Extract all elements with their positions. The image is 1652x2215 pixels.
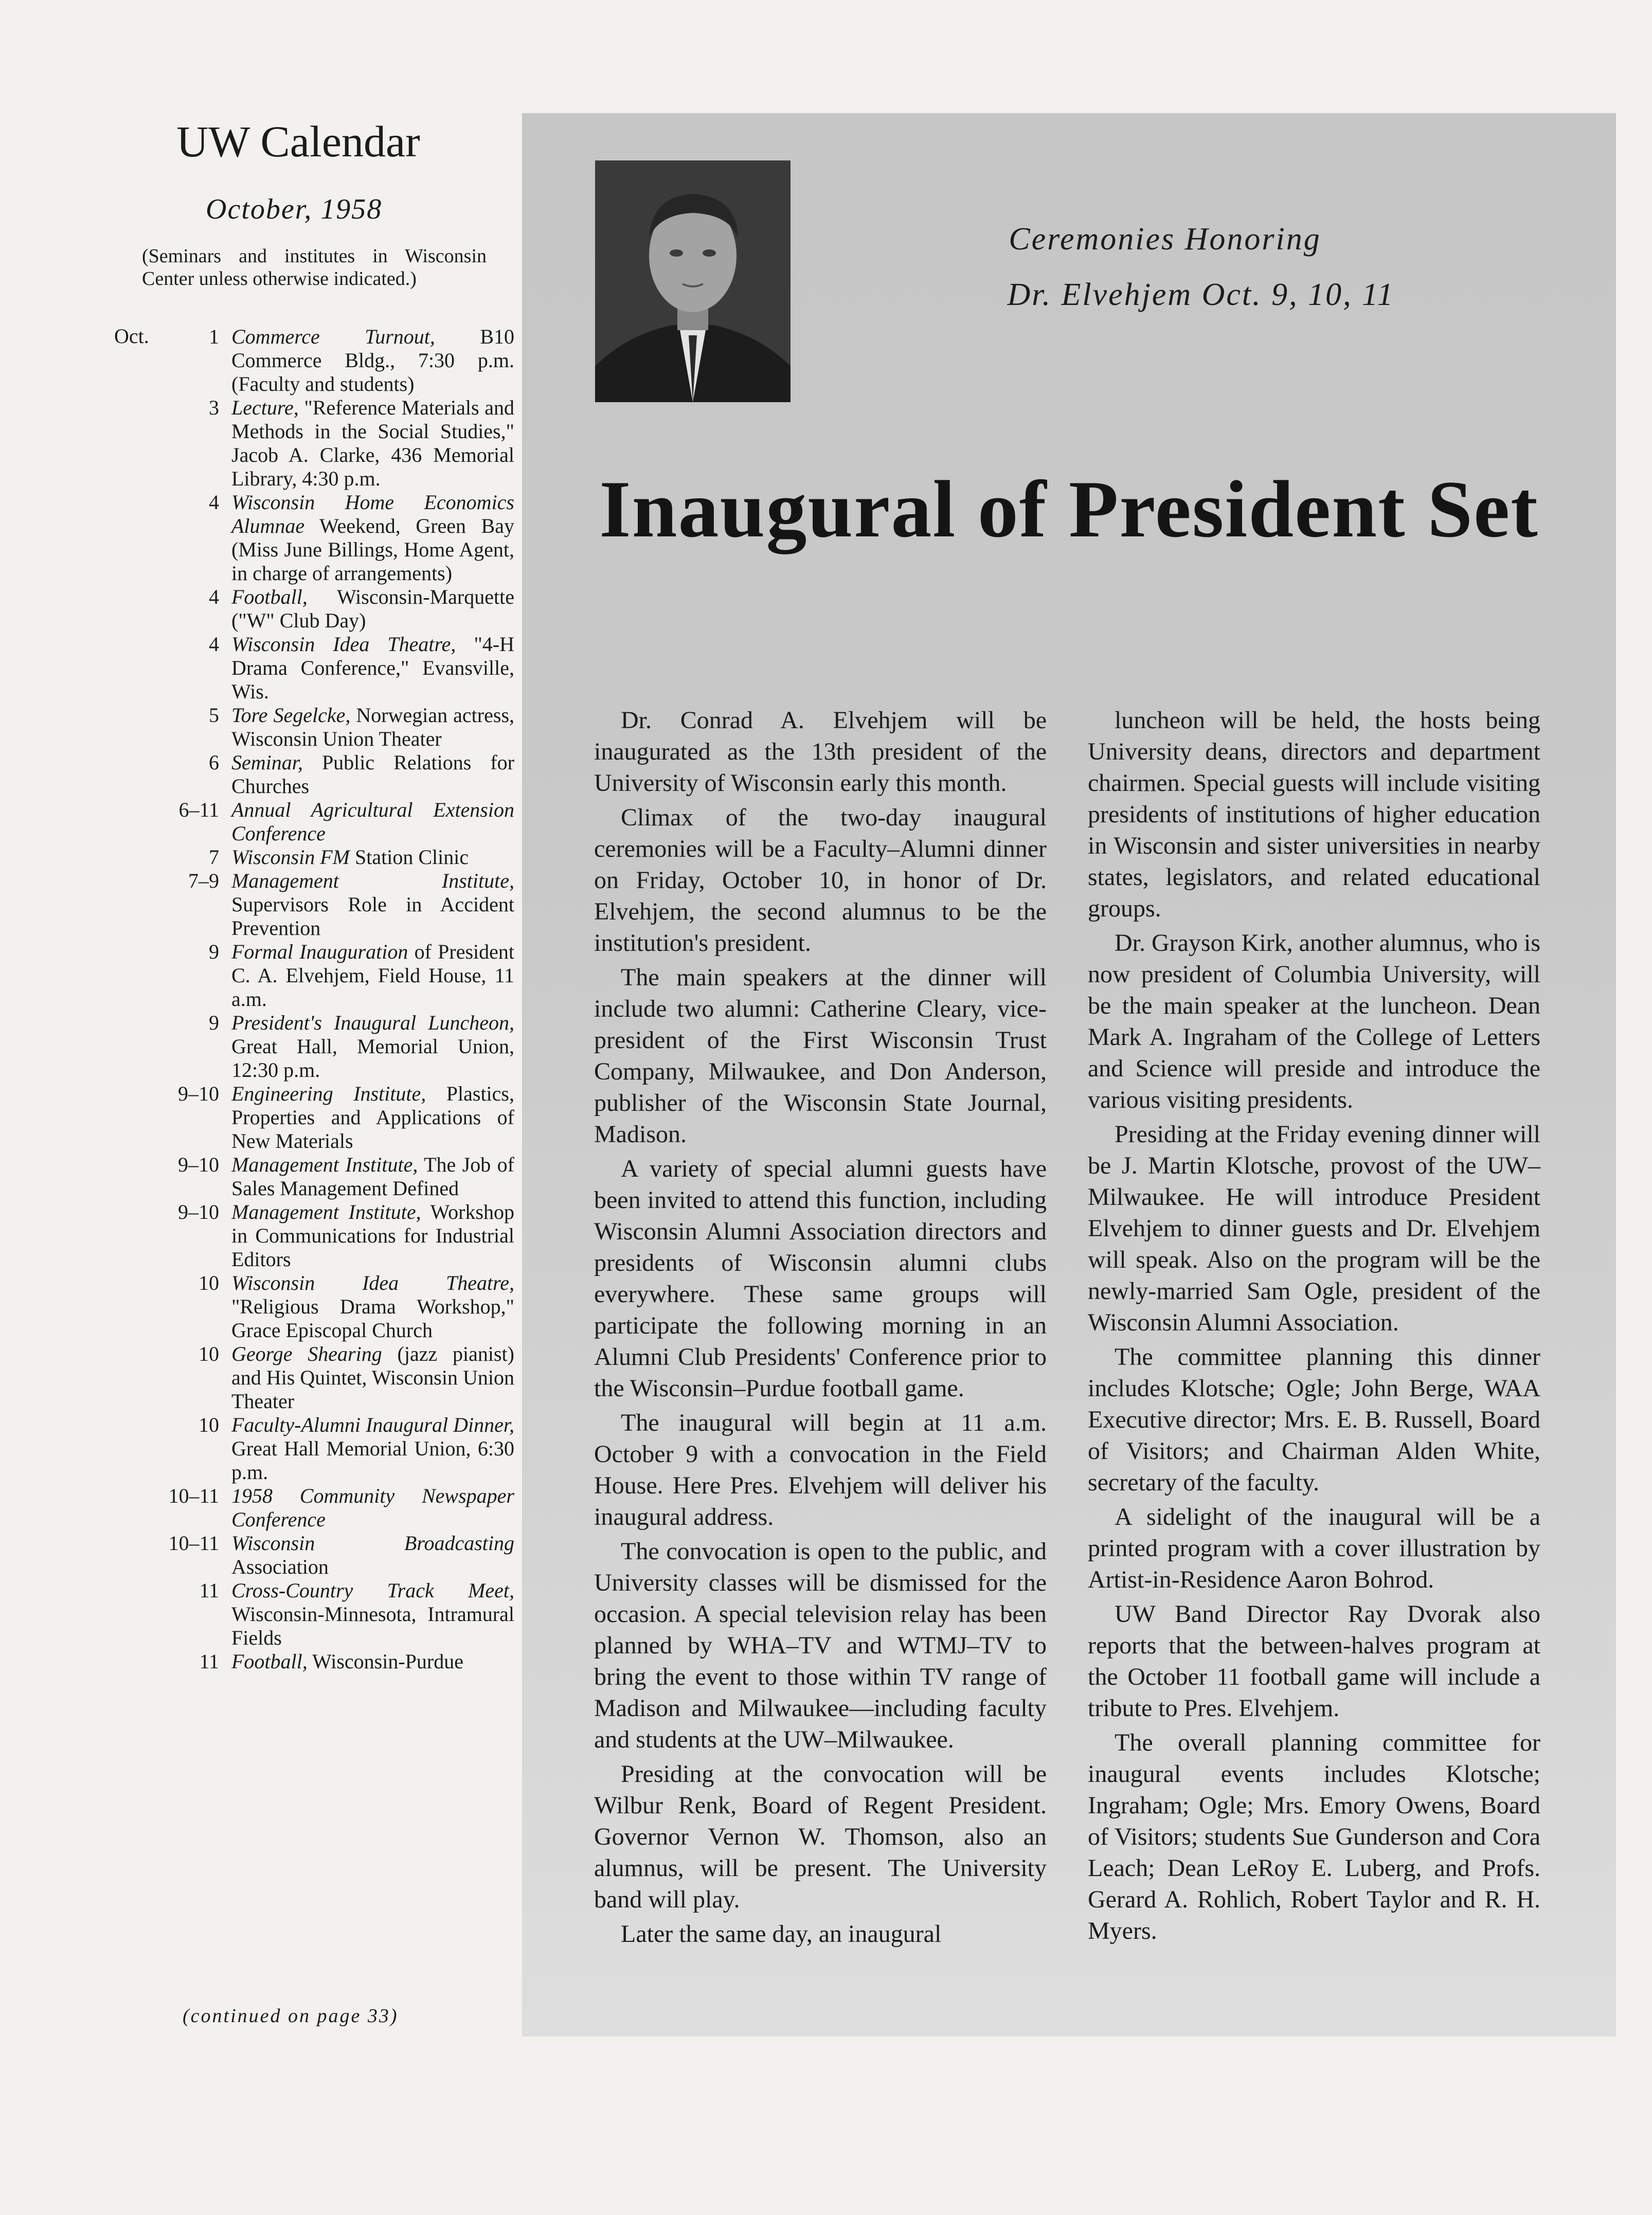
calendar-event-name: George Shearing	[231, 1342, 382, 1365]
calendar-entry-description	[231, 491, 514, 585]
calendar-entry	[154, 1650, 514, 1673]
calendar-entry-description	[231, 1200, 514, 1271]
calendar-entry	[154, 1011, 514, 1082]
calendar-event-details: Norwegian actress, Wisconsin Union Theater	[231, 704, 515, 750]
article-column-right	[1088, 705, 1540, 1950]
calendar-entry-description	[231, 1579, 514, 1650]
calendar-entry	[154, 1200, 514, 1271]
calendar-entry-description	[231, 704, 514, 751]
article-paragraph: UW Band Director Ray Dvorak also reports that the between-halves program at the October 11 football game will include a tribute to Pres. Elvehjem.	[1088, 1600, 1540, 1722]
calendar-entry	[154, 798, 514, 845]
calendar-event-name: Management Institute,	[231, 1153, 418, 1176]
ceremony-subhead-line1: Ceremonies Honoring	[1009, 222, 1321, 257]
calendar-event-name: Management Institute,	[231, 1200, 421, 1223]
article-paragraph: Later the same day, an inaugural	[621, 1920, 942, 1948]
calendar-entry-date: 11	[199, 1650, 219, 1673]
ceremony-subhead-line2: Dr. Elvehjem Oct. 9, 10, 11	[1007, 277, 1395, 312]
calendar-entry-date: 11	[199, 1579, 219, 1602]
article-paragraph: luncheon will be held, the hosts being University deans, directors and department chairmen. Special guests will include visiting presidents of institutions of higher education in Wisconsin and sister universities in nearby states, legislators, and related educational groups.	[1088, 707, 1540, 922]
article-paragraph: The inaugural will begin at 11 a.m. October 9 with a convocation in the Field House. Here Pres. Elvehjem will deliver his inaugural address.	[594, 1409, 1047, 1530]
calendar-event-name: Football,	[231, 585, 308, 608]
calendar-entry	[154, 1413, 514, 1484]
calendar-entry-description	[231, 1153, 514, 1200]
calendar-entry-description	[231, 325, 514, 396]
calendar-entry	[154, 869, 514, 940]
calendar-entry-date: 6	[209, 751, 219, 774]
calendar-event-name: Management Institute,	[231, 869, 514, 892]
calendar-event-name: Tore Segelcke,	[231, 704, 351, 727]
calendar-entry	[154, 585, 514, 633]
calendar-entry-date: 10	[199, 1413, 219, 1436]
calendar-event-details: B10 Commerce Bldg., 7:30 p.m. (Faculty and students)	[231, 325, 514, 395]
calendar-entry-date: 4	[209, 585, 219, 608]
calendar-entry-date: 10–11	[168, 1532, 219, 1555]
calendar-entry	[154, 1153, 514, 1200]
calendar-event-name: President's Inaugural Luncheon,	[231, 1011, 514, 1034]
calendar-event-details: Plastics, Properties and Applications of New Materials	[231, 1082, 514, 1152]
calendar-entry-date: 4	[209, 491, 219, 514]
calendar-continued-note: (continued on page 33)	[183, 2005, 399, 2027]
calendar-event-details: Station Clinic	[349, 845, 469, 869]
calendar-entry	[154, 1532, 514, 1579]
calendar-entry-date: 7	[209, 845, 219, 869]
calendar-entry	[154, 1271, 514, 1342]
calendar-entry	[154, 1082, 514, 1153]
calendar-entry-description	[231, 1413, 514, 1484]
calendar-entry-date: 10–11	[168, 1484, 219, 1507]
calendar-event-name: Annual Agricultural Extension Conference	[231, 798, 514, 845]
calendar-entry	[154, 940, 514, 1011]
calendar-event-name: Commerce Turnout,	[231, 325, 435, 348]
calendar-entry	[154, 633, 514, 704]
calendar-entry-description	[231, 633, 514, 704]
portrait-illustration	[595, 160, 791, 402]
article-paragraph: The committee planning this dinner includes Klotsche; Ogle; John Berge, WAA Executive director; Mrs. E. B. Russell, Board of Visitors; and Chairman Alden White, secretary of the faculty.	[1088, 1343, 1540, 1496]
calendar-entry-date: 9–10	[178, 1082, 219, 1105]
calendar-event-name: Wisconsin Home Economics Alumnae	[231, 491, 514, 537]
calendar-event-details: Weekend, Green Bay (Miss June Billings, Home Agent, in charge of arrangements)	[231, 514, 514, 585]
calendar-event-name: Wisconsin Idea Theatre,	[231, 1271, 514, 1294]
calendar-entry-date: 6–11	[178, 798, 219, 821]
calendar-event-details: of President C. A. Elvehjem, Field House, 11 a.m.	[231, 940, 514, 1011]
article-paragraph: Dr. Conrad A. Elvehjem will be inaugurated as the 13th president of the University of Wisconsin early this month.	[594, 707, 1047, 797]
calendar-event-details: The Job of Sales Management Defined	[231, 1153, 514, 1200]
calendar-entry-description	[231, 1271, 514, 1342]
calendar-event-details: Public Relations for Churches	[231, 751, 514, 798]
calendar-entry-description	[231, 869, 514, 940]
calendar-event-name: Lecture,	[231, 396, 299, 419]
calendar-entry-date: 7–9	[188, 869, 219, 892]
calendar-event-details: Workshop in Communications for Industrial Editors	[231, 1200, 515, 1271]
article-paragraph: Climax of the two-day inaugural ceremonies will be a Faculty–Alumni dinner on Friday, October 10, in honor of Dr. Elvehjem, the second alumnus to be the institution's president.	[594, 804, 1047, 957]
calendar-entry	[154, 845, 514, 869]
calendar-entry-description	[231, 751, 514, 798]
calendar-entry-date: 1	[209, 325, 219, 348]
calendar-entry-date: 9–10	[178, 1200, 219, 1223]
calendar-entry	[154, 491, 514, 585]
calendar-event-name: 1958 Community Newspaper Conference	[231, 1484, 514, 1531]
calendar-title: UW Calendar	[176, 117, 420, 166]
calendar-event-details: Great Hall, Memorial Union, 12:30 p.m.	[231, 1035, 514, 1082]
calendar-entry-list	[154, 325, 514, 1673]
calendar-entry-description	[231, 798, 514, 845]
calendar-entry	[154, 751, 514, 798]
calendar-entry	[154, 396, 514, 491]
portrait-photo	[595, 160, 791, 402]
calendar-entry-description	[231, 396, 514, 491]
article-paragraph: The convocation is open to the public, and University classes will be dismissed for the occasion. A special television relay has been planned by WHA–TV and WTMJ–TV to bring the event to those within TV range of Madison and Milwaukee—including faculty and students at the UW–Milwaukee.	[594, 1538, 1047, 1753]
calendar-event-details: Association	[231, 1555, 329, 1578]
calendar-entry-description	[231, 940, 514, 1011]
calendar-event-name: Wisconsin Idea Theatre,	[231, 633, 456, 656]
calendar-entry-date: 5	[209, 704, 219, 727]
calendar-event-name: Engineering Institute,	[231, 1082, 426, 1105]
headline: Inaugural of President Set	[599, 464, 1539, 554]
calendar-event-details: "Reference Materials and Methods in the Social Studies," Jacob A. Clarke, 436 Memorial Library, 4:30 p.m.	[231, 396, 514, 490]
calendar-month: October, 1958	[206, 193, 383, 225]
calendar-entry	[154, 1579, 514, 1650]
article-paragraph: A variety of special alumni guests have been invited to attend this function, including Wisconsin Alumni Association directors and presidents of Wisconsin alumni clubs everywhere. These same groups will participate the following morning in an Alumni Club Presidents' Conference prior to the Wisconsin–Purdue football game.	[594, 1155, 1047, 1402]
calendar-event-details: Wisconsin-Purdue	[307, 1650, 463, 1673]
calendar-event-details: Supervisors Role in Accident Prevention	[231, 893, 514, 940]
calendar-entry-description	[231, 1650, 514, 1673]
calendar-entry-date: 9	[209, 1011, 219, 1034]
article-column-left	[594, 705, 1047, 1953]
article-paragraph: A sidelight of the inaugural will be a printed program with a cover illustration by Artist-in-Residence Aaron Bohrod.	[1088, 1503, 1540, 1593]
calendar-entry-description	[231, 585, 514, 633]
calendar-entry-date: 3	[209, 396, 219, 419]
calendar-entry	[154, 1484, 514, 1532]
calendar-event-details: Wisconsin-Marquette ("W" Club Day)	[231, 585, 514, 632]
calendar-entry-date: 4	[209, 633, 219, 656]
feature-panel	[522, 113, 1616, 2037]
calendar-month-label: Oct.	[114, 325, 149, 348]
calendar-event-name: Wisconsin Broadcasting	[231, 1532, 514, 1555]
calendar-entry-description	[231, 1532, 514, 1579]
calendar-entry	[154, 1342, 514, 1413]
calendar-entry	[154, 704, 514, 751]
article-paragraph: The main speakers at the dinner will include two alumni: Catherine Cleary, vice-president of the First Wisconsin Trust Company, Milwaukee, and Don Anderson, publisher of the Wisconsin State Journal, Madison.	[594, 964, 1047, 1148]
article-paragraph: Dr. Grayson Kirk, another alumnus, who is now president of Columbia University, will be the main speaker at the luncheon. Dean Mark A. Ingraham of the College of Letters and Science will preside and introduce the various visiting presidents.	[1088, 929, 1540, 1113]
calendar-entry-date: 9	[209, 940, 219, 963]
calendar-entry-description	[231, 1082, 514, 1153]
calendar-event-details: "Religious Drama Workshop," Grace Episcopal Church	[231, 1295, 514, 1342]
article-paragraph: Presiding at the Friday evening dinner will be J. Martin Klotsche, provost of the UW–Milwaukee. He will introduce President Elvehjem to dinner guests and Dr. Elvehjem will speak. Also on the program will be the newly-married Sam Ogle, president of the Wisconsin Alumni Association.	[1088, 1121, 1540, 1336]
calendar-note: (Seminars and institutes in Wisconsin Center unless otherwise indicated.)	[142, 245, 487, 290]
calendar-event-name: Cross-Country Track Meet,	[231, 1579, 514, 1602]
calendar-event-name: Football,	[231, 1650, 308, 1673]
calendar-event-details: "4-H Drama Conference," Evansville, Wis.	[231, 633, 514, 703]
calendar-entry-description	[231, 1484, 514, 1532]
calendar-entry-description	[231, 1342, 514, 1413]
article-paragraph: The overall planning committee for inaugural events includes Klotsche; Ingraham; Ogle; Mrs. Emory Owens, Board of Visitors; students Sue Gunderson and Cora Leach; Dean LeRoy E. Luberg, and Profs. Gerard A. Rohlich, Robert Taylor and R. H. Myers.	[1088, 1729, 1540, 1944]
calendar-event-name: Wisconsin FM	[231, 845, 350, 869]
calendar-entry-date: 10	[199, 1271, 219, 1294]
calendar-entry	[154, 325, 514, 396]
calendar-event-name: Formal Inauguration	[231, 940, 408, 963]
article-paragraph: Presiding at the convocation will be Wilbur Renk, Board of Regent President. Governor Vernon W. Thomson, also an alumnus, will be present. The University band will play.	[594, 1760, 1047, 1913]
calendar-entry-date: 9–10	[178, 1153, 219, 1176]
calendar-event-details: (jazz pianist) and His Quintet, Wisconsin Union Theater	[231, 1342, 514, 1413]
calendar-event-details: Wisconsin-Minnesota, Intramural Fields	[231, 1602, 514, 1649]
calendar-event-name: Seminar,	[231, 751, 303, 774]
calendar-entry-description	[231, 1011, 514, 1082]
calendar-event-name: Faculty-Alumni Inaugural Dinner,	[231, 1413, 514, 1436]
calendar-entry-date: 10	[199, 1342, 219, 1365]
calendar-event-details: Great Hall Memorial Union, 6:30 p.m.	[231, 1437, 514, 1484]
calendar-entry-description	[231, 845, 514, 869]
